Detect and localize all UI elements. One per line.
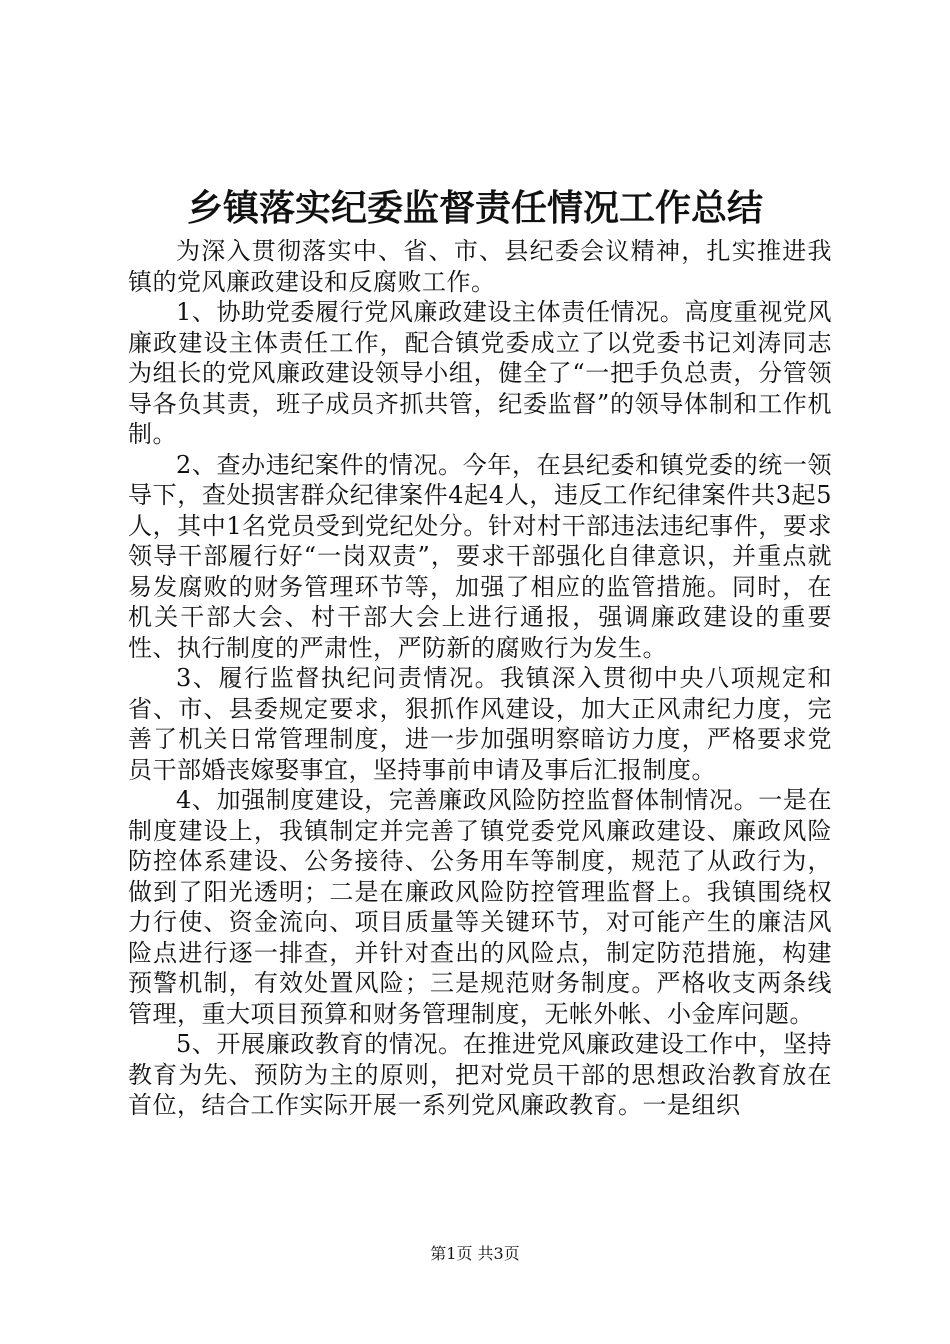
paragraph-3: 3、履行监督执纪问责情况。我镇深入贯彻中央八项规定和省、市、县委规定要求，狠抓作风建设，加大正风肃纪力度，完善了机关日常管理制度，进一步加强明察暗访力度，严格要求党员干部婚丧嫁娶事宜，坚持事前申请及事后汇报制度。 — [128, 664, 832, 784]
paragraph-4: 4、加强制度建设，完善廉政风险防控监督体制情况。一是在制度建设上，我镇制定并完善了镇党委党风廉政建设、廉政风险防控体系建设、公务接待、公务用车等制度，规范了从政行为，做到了阳光透明；二是在廉政风险防控管理监督上。我镇围绕权力行使、资金流向、项目质量等关键环节，对可能产生的廉洁风险点进行逐一排查，并针对查出的风险点，制定防范措施，构建预警机制，有效处置风险；三是规范财务制度。严格收支两条线管理，重大项目预算和财务管理制度，无帐外帐、小金库问题。 — [128, 786, 832, 1028]
document-title: 乡镇落实纪委监督责任情况工作总结 — [186, 187, 763, 229]
paragraph-1: 1、协助党委履行党风廉政建设主体责任情况。高度重视党风廉政建设主体责任工作，配合镇党委成立了以党委书记刘涛同志为组长的党风廉政建设领导小组，健全了“一把手负总责，分管领导各负其责，班子成员齐抓共管，纪委监督”的领导体制和工作机制。 — [128, 298, 832, 448]
paragraph-5: 5、开展廉政教育的情况。在推进党风廉政建设工作中，坚持教育为先、预防为主的原则，把对党员干部的思想政治教育放在首位，结合工作实际开展一系列党风廉政教育。一是组织 — [128, 1030, 832, 1119]
document-body — [128, 236, 832, 1121]
paragraph-intro: 为深入贯彻落实中、省、市、县纪委会议精神，扎实推进我镇的党风廉政建设和反腐败工作。 — [128, 237, 832, 296]
paragraph-2: 2、查办违纪案件的情况。今年，在县纪委和镇党委的统一领导下，查处损害群众纪律案件4起4人，违反工作纪律案件共3起5人，其中1名党员受到党纪处分。针对村干部违法违纪事件，要求领导干部履行好“一岗双责”，要求干部强化自律意识，并重点就易发腐败的财务管理环节等，加强了相应的监管措施。同时，在机关干部大会、村干部大会上进行通报，强调廉政建设的重要性、执行制度的严肃性，严防新的腐败行为发生。 — [128, 450, 832, 662]
page-number: 第1页 共3页 — [430, 1244, 520, 1263]
